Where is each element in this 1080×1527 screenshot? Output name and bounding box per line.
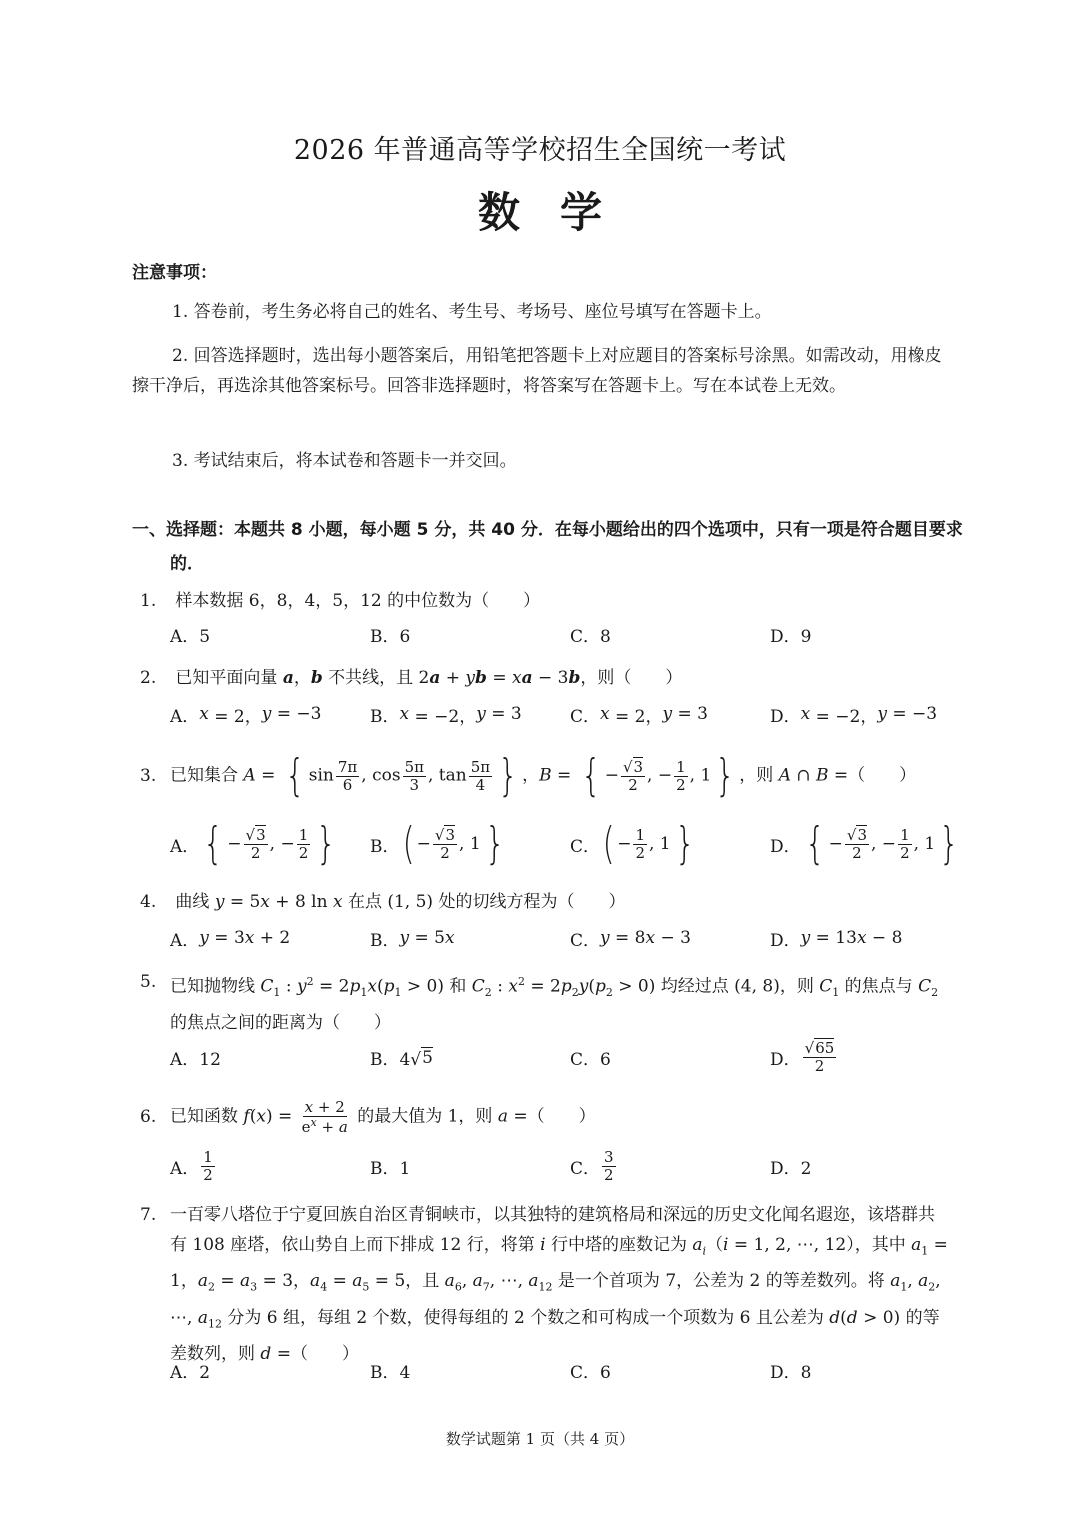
exam-title: 2026 年普通高等学校招生全国统一考试 — [293, 135, 787, 166]
option-c: C．6 — [570, 1362, 611, 1383]
option-c: C． x = 2， y = 3 — [570, 704, 708, 727]
notice-heading: 注意事项： — [132, 263, 217, 283]
page-footer: 数学试题第 1 页（共 4 页） — [445, 1430, 635, 1448]
option-b: B．1 — [370, 1158, 411, 1179]
notice-item-3: 3. 考试结束后，将本试卷和答题卡一并交回。 — [172, 451, 517, 471]
question-number: 1. — [140, 591, 157, 611]
notice-item-2: 2. 回答选择题时，选出每小题答案后，用铅笔把答题卡上对应题目的答案标号涂黑。如需改动，用橡皮擦干净后，再选涂其他答案标号。回答非选择题时，将答案写在答题卡上。写在本试卷上无效。 — [132, 346, 942, 396]
option-d: D． y = 13 x − 8 — [770, 928, 903, 951]
question-number: 4. — [140, 892, 157, 912]
option-b: B． x = −2， y = 3 — [370, 704, 522, 727]
question-6 — [140, 1092, 950, 1142]
option-b: B．4 — [370, 1362, 411, 1383]
question-number: 7. — [140, 1205, 157, 1225]
question-4 — [140, 887, 950, 917]
options-7 — [170, 1350, 950, 1390]
option-a: A． x = 2， y = −3 — [170, 704, 322, 727]
option-d: D．8 — [770, 1362, 812, 1383]
option-a: A． y = 3 x + 2 — [170, 928, 291, 951]
question-1 — [140, 586, 950, 616]
option-d: D． x = −2， y = −3 — [770, 704, 938, 727]
option-a: A．12 — [170, 1049, 221, 1070]
question-text: 已知集合 A = { sin $\frac{7\pi}{6}$ , cos $\frac{5\pi}{3}$ , tan $\frac{5\pi}{4}$ } ，B = { − $\frac{√3}{2}$ , − $\frac{1}{2}$ , 1} ，则 A ∩ B =（ ） — [170, 750, 917, 801]
question-number: 3. — [140, 766, 157, 786]
option-c: C． ( − $\frac{1}{2}$ , 1 } — [570, 818, 695, 869]
option-b: B．6 — [370, 626, 411, 647]
option-d: D． { − $\frac{√3}{2}$ , − $\frac{1}{2}$ , 1 } — [770, 818, 960, 869]
options-2 — [170, 694, 950, 734]
option-c: C． $\frac{3}{2}$ — [570, 1148, 614, 1184]
option-d: D．2 — [770, 1158, 812, 1179]
option-d: D．9 — [770, 626, 812, 647]
option-b: B．4√ 5 — [370, 1047, 433, 1070]
option-a: A．5 — [170, 626, 211, 647]
question-3 — [140, 748, 950, 804]
option-b: B． ( − $\frac{√3}{2}$ , 1 } — [370, 818, 505, 869]
question-number: 6. — [140, 1107, 157, 1127]
option-a: A． { − $\frac{√3}{2}$ , − $\frac{1}{2}$ } — [170, 818, 337, 869]
option-d: D． $\frac{√65}{2}$ — [770, 1039, 835, 1075]
question-number: 2. — [140, 668, 157, 688]
question-text: 已知函数 f(x) = $\frac{x + 2}{e^x + a}$ 的最大值为 1，则 a =（ ） — [170, 1098, 596, 1136]
question-text: 已知抛物线 $C_1$ : $y^2 = 2p_1x(p_1 > 0)$ 和 $C_2$ : $x^2 = 2p_2y(p_2 > 0)$ 均经过点 (4, 8)，则 $C_1$ 的焦点与 $C_2$ 的焦点之间的距离为（ ） — [170, 975, 939, 1034]
option-a: A．2 — [170, 1362, 211, 1383]
option-c: C．6 — [570, 1049, 611, 1070]
section-heading: 一、选择题：本题共 8 小题，每小题 5 分，共 40 分．在每小题给出的四个选项中，只有一项是符合题目要求的． — [132, 520, 963, 574]
question-7 — [140, 1200, 950, 1365]
question-number: 5. — [140, 972, 157, 992]
question-text: 样本数据 6，8，4，5，12 的中位数为（ ） — [175, 591, 541, 611]
options-4 — [170, 918, 950, 958]
notice-item-1: 1. 答卷前，考生务必将自己的姓名、考生号、考场号、座位号填写在答题卡上。 — [172, 302, 772, 322]
option-c: C． y = 8 x − 3 — [570, 928, 691, 951]
option-c: C．8 — [570, 626, 611, 647]
question-text: 一百零八塔位于宁夏回族自治区青铜峡市，以其独特的建筑格局和深远的历史文化闻名遐迩，该塔群共有 108 座塔，依山势自上而下排成 12 行，将第 i 行中塔的座数记为 $a_i(i = 1$, 2, ⋯, 12），其中 $a_1 = 1$，$a_2 = a_3 = 3$，$a_4 = a_5 = 5$，且 $a_6$, $a_7$, ⋯, $a_{12}$ 是一个首项为 7，公差为 2 的等差数列。将 $a_1$, $a_2$, ⋯, $a_{12}$ 分为 6 组，每组 2 个数，使得每组的 2 个数之和可构成一个项数为 6 且公差为 d(d > 0) 的等差数列，则 d =（ ） — [170, 1205, 948, 1365]
question-2 — [140, 663, 950, 693]
option-b: B． y = 5 x — [370, 928, 455, 951]
options-3 — [170, 816, 960, 872]
subject-title: 数学 — [477, 188, 642, 237]
question-text: 曲线 y = 5x + 8 ln x 在点 (1, 5) 处的切线方程为（ ） — [175, 892, 626, 912]
options-5 — [170, 1030, 950, 1084]
option-a: A． $\frac{1}{2}$ — [170, 1148, 213, 1184]
question-5 — [140, 967, 950, 1034]
options-6 — [170, 1141, 950, 1191]
options-1 — [170, 614, 950, 654]
question-text: 已知平面向量 a，b 不共线，且 2a + yb = xa − 3b，则（ ） — [175, 668, 683, 688]
